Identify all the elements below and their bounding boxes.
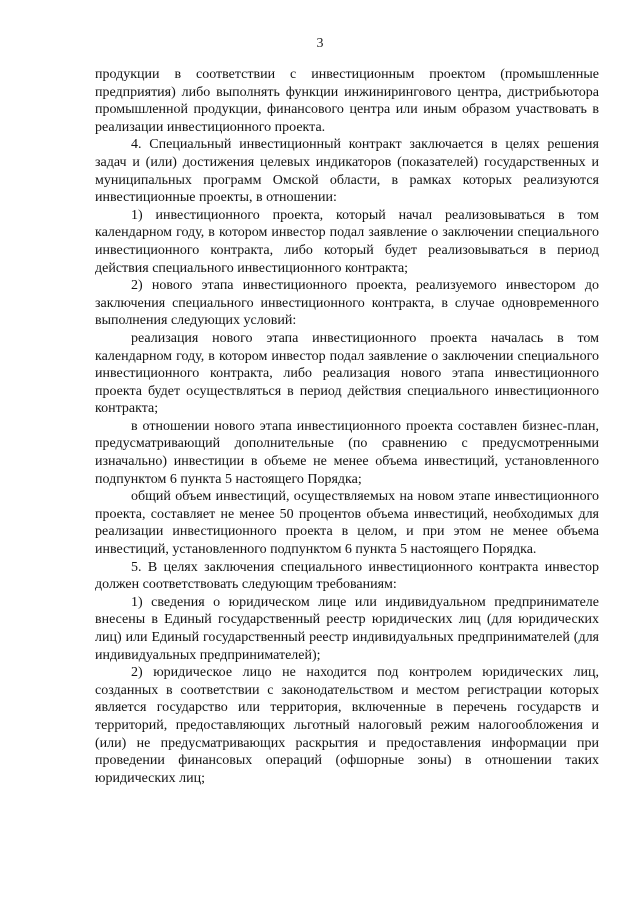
page-number: 3 [316,36,324,51]
document-body [95,66,599,787]
paragraph: реализация нового этапа инвестиционного проекта началась в том календарном году, в котором инвестор подал заявление о заключении специального инвестиционного контракта, либо реализация нового этапа инвестиционного проекта будет осуществляться в период действия специального инвестиционного контракта; [95,330,599,417]
paragraph: 1) сведения о юридическом лице или индивидуальном предпринимателе внесены в Единый государственный реестр юридических лиц (для юридических лиц) или Единый государственный реестр индивидуальных предпринимателей (для индивидуальных предпринимателей); [95,594,599,663]
paragraph: 1) инвестиционного проекта, который начал реализовываться в том календарном году, в котором инвестор подал заявление о заключении специального инвестиционного контракта, либо который будет реализовываться в период действия специального инвестиционного контракта; [95,207,599,276]
paragraph: 5. В целях заключения специального инвестиционного контракта инвестор должен соответствовать следующим требованиям: [95,559,599,593]
paragraph: общий объем инвестиций, осуществляемых на новом этапе инвестиционного проекта, составляет не менее 50 процентов объема инвестиций, необходимых для реализации инвестиционного проекта в целом, и при этом не менее объема инвестиций, установленного подпунктом 6 пункта 5 настоящего Порядка. [95,489,599,558]
paragraph: 2) юридическое лицо не находится под контролем юридических лиц, созданных в соответствии с законодательством и местом регистрации которых является государство или территория, включенные в перечень государств и территорий, предоставляющих льготный налоговый режим налогообложения и (или) не предусматривающих раскрытия и предоставления информации при проведении финансовых операций (офшорные зоны) в отношении таких юридических лиц; [95,665,599,786]
paragraph: 2) нового этапа инвестиционного проекта, реализуемого инвестором до заключения специального инвестиционного контракта, в случае одновременного выполнения следующих условий: [95,278,599,329]
paragraph: 4. Специальный инвестиционный контракт заключается в целях решения задач и (или) достижения целевых индикаторов (показателей) государственных и муниципальных программ Омской области, в рамках которых реализуются инвестиционные проекты, в отношении: [95,137,599,206]
paragraph: продукции в соответствии с инвестиционным проектом (промышленные предприятия) либо выполнять функции инжинирингового центра, дистрибьютора промышленной продукции, финансового центра или иным образом участвовать в реализации инвестиционного проекта. [95,67,599,135]
paragraph: в отношении нового этапа инвестиционного проекта составлен бизнес-план, предусматривающий дополнительные (по сравнению с предусмотренными изначально) инвестиции в объеме не менее объема инвестиций, установленного подпунктом 6 пункта 5 настоящего Порядка; [95,418,599,487]
